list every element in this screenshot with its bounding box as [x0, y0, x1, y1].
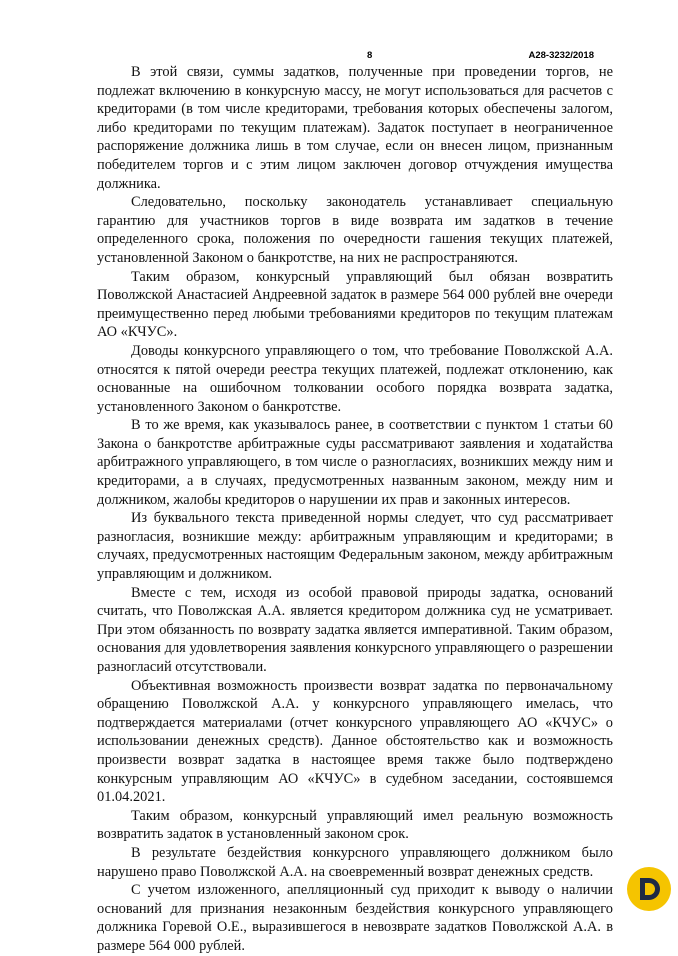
- paragraph: С учетом изложенного, апелляционный суд приходит к выводу о наличии оснований для признания незаконным бездействия конкурсного управляющего должника Горевой О.Е., выразившегося в невозврате задатков Поволжской А.А. в размере 564 000 рублей.: [97, 882, 613, 954]
- paragraph: Таким образом, конкурсный управляющий был обязан возвратить Поволжской Анастасией Андреевной задаток в размере 564 000 рублей вне очереди преимущественно перед любыми требованиями кредиторов по текущим платежам АО «КЧУС».: [97, 268, 613, 341]
- paragraph: Вместе с тем, исходя из особой правовой природы задатка, оснований считать, что Поволжская А.А. является кредитором должника суд не усматривает. При этом обязанность по возврату задатка является императивной. Таким образом, основания для удовлетворения заявления конкурсного управляющего о разрешении разногласий отсутствовали.: [97, 584, 613, 675]
- paragraph: В этой связи, суммы задатков, полученные при проведении торгов, не подлежат включению в конкурсную массу, не могут использоваться для расчетов с кредиторами (в том числе кредиторами, требования которых обеспечены залогом, либо кредиторами по текущим платежам). Задаток поступает в неограниченное распоряжение должника лишь в том случае, если он внесен лицом, признанным победителем торгов и с этим лицом заключен договор отчуждения имущества должника.: [97, 64, 613, 192]
- paragraph: В то же время, как указывалось ранее, в соответствии с пунктом 1 статьи 60 Закона о банкротстве арбитражные суды рассматривают заявления и ходатайства арбитражного управляющего, в том числе о разногласиях, возникших между ним и кредиторами, а в случаях, предусмотренных названным законом, между ним и должником, жалобы кредиторов о нарушении их прав и законных интересов.: [97, 417, 613, 508]
- paragraph: В результате бездействия конкурсного управляющего должником было нарушено право Поволжской А.А. на своевременный возврат денежных средств.: [97, 844, 613, 880]
- paragraph: Из буквального текста приведенной нормы следует, что суд рассматривает разногласия, возникшие между: арбитражным управляющим и кредиторами; в случаях, предусмотренных настоящим Федеральным законом, между арбитражным управляющим и должником.: [97, 510, 613, 583]
- paragraph: Доводы конкурсного управляющего о том, что требование Поволжской А.А. относятся к пятой очереди реестра текущих платежей, подлежат отклонению, как основанные на ошибочном толковании особого порядка возврата задатка, установленного Законом о банкротстве.: [97, 342, 613, 415]
- brand-logo-icon[interactable]: [626, 866, 672, 912]
- paragraph: Объективная возможность произвести возврат задатка по первоначальному обращению Поволжской А.А. у конкурсного управляющего имелась, что подтверждается материалами (отчет конкурсного управляющего АО «КЧУС» о использовании денежных средств). Данное обстоятельство как и возможность произвести возврат задатка в настоящее время также было подтверждено конкурсным управляющим АО «КЧУС» в судебном заседании, состоявшемся 01.04.2021.: [97, 677, 613, 806]
- case-number: А28-3232/2018: [528, 50, 594, 61]
- paragraph: Таким образом, конкурсный управляющий имел реальную возможность возвратить задаток в установленный законом срок.: [97, 807, 613, 843]
- paragraph: Следовательно, поскольку законодатель устанавливает специальную гарантию для участников торгов в виде возврата им задатков в течение определенного срока, положения по очередности гашения текущих платежей, установленной Законом о банкротстве, на них не распространяются.: [97, 194, 613, 266]
- page-number: 8: [367, 50, 373, 61]
- document-body: [97, 63, 613, 956]
